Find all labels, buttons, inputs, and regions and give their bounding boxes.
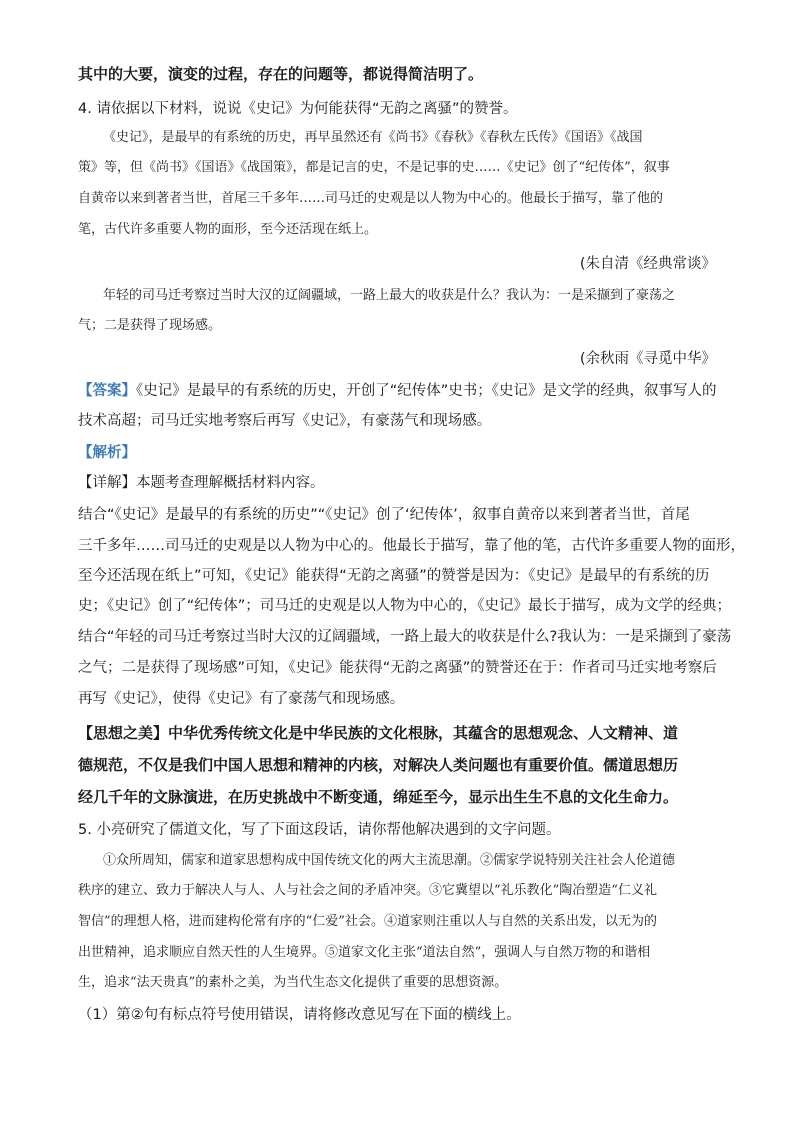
intro-line: 其中的大要，演变的过程，存在的问题等，都说得简洁明了。 [78,65,484,83]
q4-source1: (朱自清《经典常谈》 [579,256,716,272]
answer-line-2: 技术高超；司马迁实地考察后再写《史记》，有豪荡气和现场感。 [78,413,492,429]
q4-source2: (余秋雨《寻觅中华》 [579,351,716,367]
detail-body-line: 史；《史记》创了“纪传体”；司马迁的史观是以人物为中心的，《史记》最长于描写，成为文学的经典； [78,598,732,614]
q4-material1-line: 自黄帝以来到著者当世，首尾三千多年……司马迁的史观是以人物为中心的。他最长于描写，靠了他的 [78,191,664,206]
beauty-line: 【思想之美】中华优秀传统文化是中华民族的文化根脉，其蕴含的思想观念、人文精神、道 [78,724,679,742]
detail-body-line: 之气；二是获得了现场感”可知，《史记》能获得“无韵之离骚”的赞誉还在于：作者司马迁实地考察后 [78,660,717,676]
q5-passage-line: 出世精神，追求顺应自然天性的人生境界。⑤道家文化主张“道法自然”，强调人与自然万物的和谐相 [78,945,651,960]
beauty-line: 德规范，不仅是我们中国人思想和精神的内核，对解决人类问题也有重要价值。儒道思想历 [78,756,679,774]
answer-line [78,381,717,401]
q5-passage-line: 智信”的理想人格，进而建构伦常有序的“仁爱”社会。④道家则注重以人与自然的关系出发，以无为的 [78,914,657,929]
beauty-line: 经几千年的文脉演进，在历史挑战中不断变通，绵延至今，显示出生生不息的文化生命力。 [78,788,679,806]
detail-first: 本题考查理解概括材料内容。 [136,475,325,491]
q5-prompt: 5. 小亮研究了儒道文化，写了下面这段话，请你帮他解决遇到的文字问题。 [78,822,561,838]
q4-material1-line: 《史记》，是最早的有系统的历史，再早虽然还有《尚书》《春秋》《春秋左氏传》《国语》《战国 [103,130,643,145]
q5-passage-line: ①众所周知，儒家和道家思想构成中国传统文化的两大主流思潮。②儒家学说特别关注社会人伦道德 [103,853,676,868]
q4-material2-line: 年轻的司马迁考察过当时大汉的辽阔疆域，一路上最大的收获是什么？我认为：一是采撷到了豪荡之 [103,288,676,303]
analysis-tag: 【解析】 [78,445,136,461]
q5-passage-line: 秩序的建立、致力于解决人与人、人与社会之间的矛盾冲突。③它冀望以“礼乐教化”陶冶塑造“仁义礼 [78,883,657,898]
detail-body-line: 结合“年轻的司马迁考察过当时大汉的辽阔疆域，一路上最大的收获是什么?我认为：一是采撷到了豪荡 [78,629,732,645]
detail-body-line: 结合“《史记》是最早的有系统的历史”“《史记》创了‘纪传体’，叙事自黄帝以来到著者当世，首尾 [78,507,690,523]
q4-prompt: 4. 请依据以下材料，说说《史记》为何能获得“无韵之离骚”的赞誉。 [78,101,518,117]
answer-text: 《史记》是最早的有系统的历史，开创了“纪传体”史书；《史记》是文学的经典，叙事写人的 [136,383,717,399]
detail-line [78,473,325,493]
q5-sub1: （1）第②句有标点符号使用错误，请将修改意见写在下面的横线上。 [78,1007,521,1023]
q4-material2-line: 气；二是获得了现场感。 [78,318,222,333]
detail-body-line: 至今还活现在纸上”可知，《史记》能获得“无韵之离骚”的赞誉是因为：《史记》是最早的有系统的历 [78,568,710,584]
q5-passage-line: 生，追求“法天贵真”的素朴之美，为当代生态文化提供了重要的思想资源。 [78,975,508,990]
q4-material1-line: 策》等，但《尚书》《国语》《战国策》，都是记言的史，不是记事的史……《史记》创了“纪传体”，叙事 [78,160,670,175]
detail-body-line: 再写《史记》，使得《史记》有了豪荡气和现场感。 [78,691,405,707]
q4-material1-line: 笔，古代许多重要人物的面形，至今还活现在纸上。 [78,222,378,237]
answer-tag: 【答案】 [78,383,136,399]
detail-tag: 【详解】 [78,475,136,491]
detail-body-line: 三千多年……司马迁的史观是以人物为中心的。他最长于描写，靠了他的笔，古代许多重要人物的面形， [78,538,745,554]
